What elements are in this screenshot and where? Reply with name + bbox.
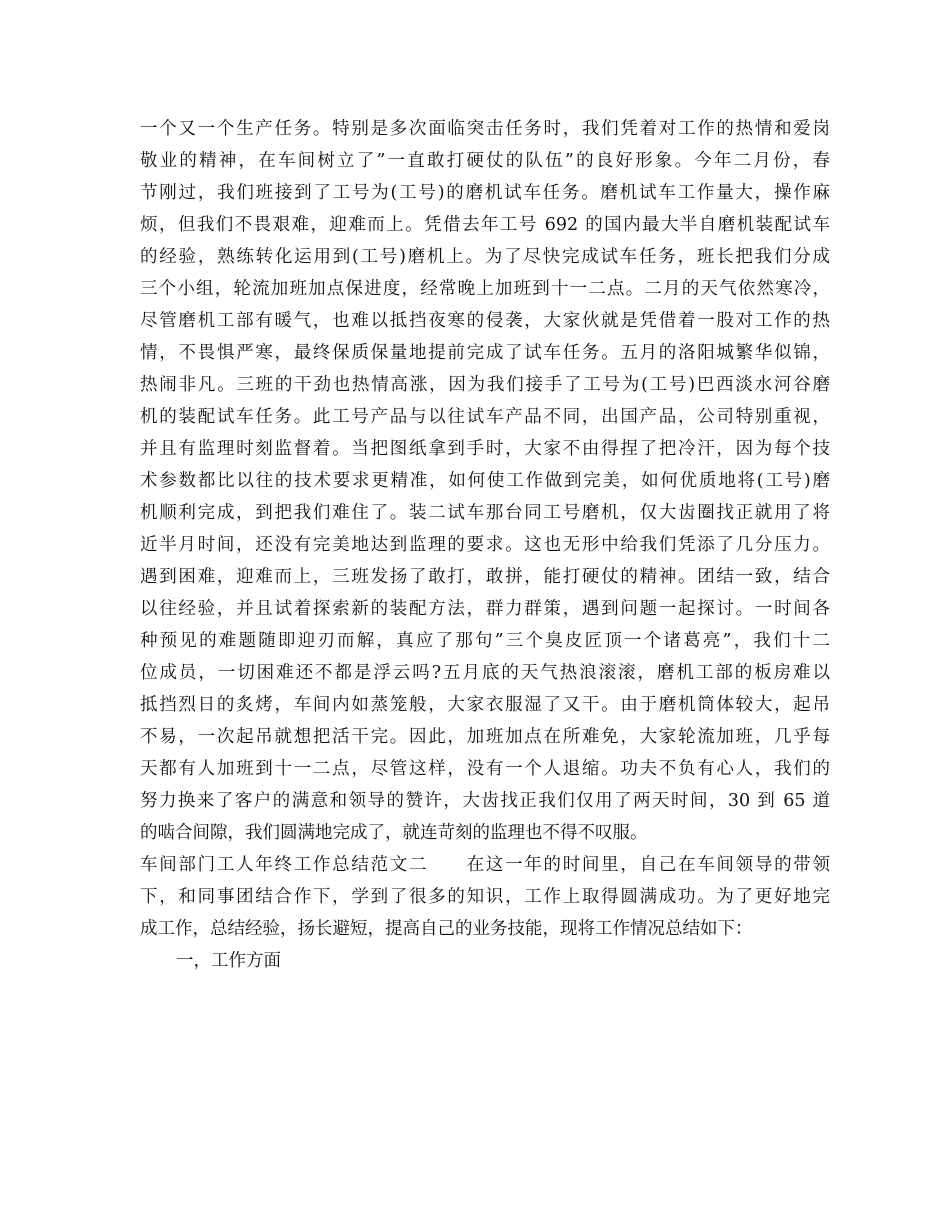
paragraph-line: 机顺利完成，到把我们难住了。装二试车那台同工号磨机，仅大齿圈找正就用了将 [140, 503, 830, 523]
paragraph-line: 努力换来了客户的满意和领导的赞许，大齿找正我们仅用了两天时间，30 到 65 道 [140, 791, 830, 811]
paragraph-line: 尽管磨机工部有暖气，也难以抵挡夜寒的侵袭，大家伙就是凭借着一股对工作的热 [140, 311, 830, 331]
paragraph-line: 烦，但我们不畏艰难，迎难而上。凭借去年工号 692 的国内最大半自磨机装配试车 [140, 215, 830, 235]
section-heading-line: 车间部门工人年终工作总结范文二 在这一年的时间里，自己在车间领导的带领 [140, 855, 830, 875]
paragraph-line: 的啮合间隙，我们圆满地完成了，就连苛刻的监理也不得不叹服。 [140, 823, 648, 843]
paragraph-line: 遇到困难，迎难而上，三班发扬了敢打，敢拼，能打硬仗的精神。团结一致，结合 [140, 567, 830, 587]
subsection-heading: 一，工作方面 [176, 951, 281, 971]
paragraph-line: 术参数都比以往的技术要求更精准，如何使工作做到完美，如何优质地将(工号)磨 [140, 471, 830, 491]
paragraph-line: 位成员，一切困难还不都是浮云吗?五月底的天气热浪滚滚，磨机工部的板房难以 [140, 663, 830, 683]
paragraph-line: 成工作，总结经验，扬长避短，提高自己的业务技能，现将工作情况总结如下： [140, 919, 753, 939]
paragraph-line: 天都有人加班到十一二点，尽管这样，没有一个人退缩。功夫不负有心人，我们的 [140, 759, 830, 779]
paragraph-line: 情，不畏惧严寒，最终保质保量地提前完成了试车任务。五月的洛阳城繁华似锦， [140, 343, 830, 363]
paragraph-line: 的经验，熟练转化运用到(工号)磨机上。为了尽快完成试车任务，班长把我们分成 [140, 247, 830, 267]
paragraph-line: 下，和同事团结合作下，学到了很多的知识，工作上取得圆满成功。为了更好地完 [140, 887, 830, 907]
paragraph-line: 热闹非凡。三班的干劲也热情高涨，因为我们接手了工号为(工号)巴西淡水河谷磨 [140, 375, 830, 395]
paragraph-line: 敬业的精神，在车间树立了”一直敢打硬仗的队伍”的良好形象。今年二月份，春 [140, 151, 830, 171]
paragraph-line: 一个又一个生产任务。特别是多次面临突击任务时，我们凭着对工作的热情和爱岗 [140, 119, 830, 139]
paragraph-line: 三个小组，轮流加班加点保进度，经常晚上加班到十一二点。二月的天气依然寒冷， [140, 279, 830, 299]
paragraph-line: 抵挡烈日的炙烤，车间内如蒸笼般，大家衣服湿了又干。由于磨机筒体较大，起吊 [140, 695, 830, 715]
paragraph-line: 不易，一次起吊就想把活干完。因此，加班加点在所难免，大家轮流加班，几乎每 [140, 727, 830, 747]
paragraph-line: 近半月时间，还没有完美地达到监理的要求。这也无形中给我们凭添了几分压力。 [140, 535, 830, 555]
paragraph-line: 机的装配试车任务。此工号产品与以往试车产品不同，出国产品，公司特别重视， [140, 407, 830, 427]
document-body [140, 113, 830, 977]
paragraph-line: 并且有监理时刻监督着。当把图纸拿到手时，大家不由得捏了把冷汗，因为每个技 [140, 439, 830, 459]
paragraph-line: 种预见的难题随即迎刃而解，真应了那句”三个臭皮匠顶一个诸葛亮”，我们十二 [140, 631, 830, 651]
paragraph-line: 节刚过，我们班接到了工号为(工号)的磨机试车任务。磨机试车工作量大，操作麻 [140, 183, 830, 203]
paragraph-line: 以往经验，并且试着探索新的装配方法，群力群策，遇到问题一起探讨。一时间各 [140, 599, 830, 619]
